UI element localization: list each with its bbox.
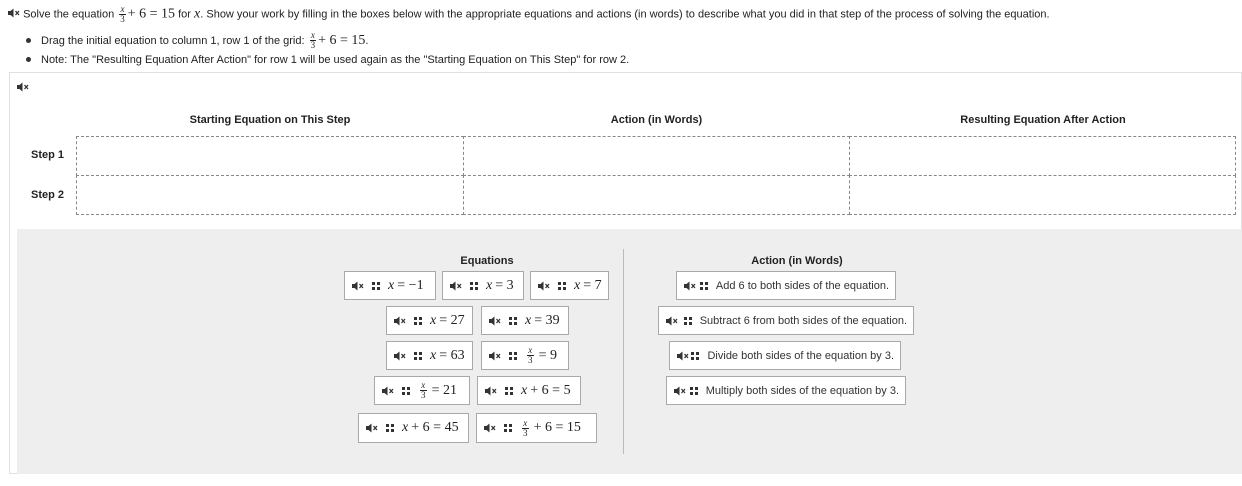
equation-variable: x — [388, 277, 395, 293]
speaker-muted-icon[interactable] — [352, 281, 364, 291]
speaker-muted-icon[interactable] — [489, 316, 501, 326]
equation-fraction: $\frac{x}{3}$ — [528, 345, 533, 365]
equation-text: + 6 = 45 — [411, 420, 459, 435]
drop-cell-step2-action[interactable] — [463, 175, 850, 215]
drag-handle-icon[interactable] — [414, 317, 422, 325]
equation-variable: x — [574, 277, 581, 293]
speaker-muted-icon[interactable] — [394, 316, 406, 326]
instruction-fraction: $\frac{x}{3}$ — [310, 30, 316, 50]
speaker-muted-icon[interactable] — [17, 82, 29, 92]
drag-handle-icon[interactable] — [509, 352, 517, 360]
equation-tile[interactable] — [477, 376, 581, 405]
interaction-panel — [9, 72, 1242, 474]
prompt-tail: . Show your work by filling in the boxes below with the appropriate equations and actions (in words) to describe what you did in that step of the process of solving the equation. — [200, 8, 1050, 21]
equation-tile[interactable] — [386, 306, 473, 335]
action-tile[interactable] — [676, 271, 896, 300]
speaker-muted-icon[interactable] — [684, 281, 692, 291]
drag-handle-icon[interactable] — [414, 352, 422, 360]
speaker-muted-icon[interactable] — [8, 8, 20, 18]
equation-text: = 9 — [538, 347, 557, 363]
drag-handle-icon[interactable] — [690, 387, 698, 395]
speaker-muted-icon[interactable] — [484, 423, 496, 433]
equation-tile[interactable] — [358, 413, 469, 443]
equation-fraction: $\frac{x}{3}$ — [421, 380, 426, 400]
equation-variable: x — [525, 312, 532, 328]
equation-text: = 63 — [439, 347, 465, 363]
instructions-list — [26, 31, 629, 69]
equation-tile[interactable] — [530, 271, 609, 300]
drop-cell-step1-result[interactable] — [849, 136, 1236, 176]
drop-cell-step2-result[interactable] — [849, 175, 1236, 215]
equation-text: = 27 — [439, 312, 465, 328]
equation-text: + 6 = 5 — [530, 382, 571, 398]
column-header-starting-equation: Starting Equation on This Step — [189, 114, 351, 126]
question-prompt — [8, 5, 1238, 24]
action-text: Subtract 6 from both sides of the equation. — [699, 314, 907, 327]
drag-handle-icon[interactable] — [372, 282, 380, 290]
prompt-variable: x — [194, 6, 201, 22]
speaker-muted-icon[interactable] — [382, 386, 394, 396]
drag-handle-icon[interactable] — [505, 387, 513, 395]
speaker-muted-icon[interactable] — [674, 386, 682, 396]
action-text: Add 6 to both sides of the equation. — [715, 279, 889, 292]
action-text: Multiply both sides of the equation by 3. — [705, 384, 899, 397]
equation-variable: x — [402, 420, 409, 435]
equation-text: + 6 = 15 — [533, 420, 581, 435]
actions-heading: Action (in Words) — [751, 255, 843, 267]
drop-cell-step2-start[interactable] — [76, 175, 464, 215]
speaker-muted-icon[interactable] — [366, 423, 378, 433]
equation-variable: x — [486, 277, 493, 293]
speaker-muted-icon[interactable] — [485, 386, 497, 396]
equation-tile[interactable] — [386, 341, 473, 370]
equation-tile[interactable] — [344, 271, 436, 300]
drag-handle-icon[interactable] — [684, 317, 692, 325]
drop-cell-step1-action[interactable] — [463, 136, 850, 176]
equation-variable: x — [430, 312, 437, 328]
equation-text: = −1 — [397, 277, 424, 293]
equation-tile[interactable] — [481, 341, 569, 370]
speaker-muted-icon[interactable] — [394, 351, 406, 361]
instruction-item: Drag the initial equation to column 1, row 1 of the grid: $\frac{x}{3}$ + 6 = 15 . — [26, 31, 629, 50]
drag-handle-icon[interactable] — [700, 282, 708, 290]
action-tile[interactable] — [658, 306, 914, 335]
drop-cell-step1-start[interactable] — [76, 136, 464, 176]
drag-handle-icon[interactable] — [504, 424, 512, 432]
equation-text: = 3 — [495, 277, 514, 293]
equation-fraction: $\frac{x}{3}$ — [523, 417, 528, 438]
column-header-resulting-equation: Resulting Equation After Action — [960, 114, 1126, 126]
prompt-mid: for — [178, 8, 191, 21]
speaker-muted-icon[interactable] — [677, 351, 683, 361]
drag-handle-icon[interactable] — [691, 352, 699, 360]
equation-text: = 7 — [583, 277, 602, 293]
equation-tile[interactable] — [481, 306, 569, 335]
answer-bank — [17, 229, 1242, 474]
speaker-muted-icon[interactable] — [450, 281, 462, 291]
prompt-fraction: $\frac{x}{3}$ — [120, 4, 125, 24]
equations-heading: Equations — [460, 255, 514, 267]
equation-tile[interactable] — [374, 376, 470, 405]
prompt-equation-rest: + 6 = 15 — [127, 6, 176, 22]
speaker-muted-icon[interactable] — [666, 316, 676, 326]
drag-handle-icon[interactable] — [509, 317, 517, 325]
prompt-lead: Solve the equation — [23, 8, 115, 21]
action-text: Divide both sides of the equation by 3. — [707, 349, 894, 362]
row-header-step-1: Step 1 — [31, 149, 65, 161]
action-tile[interactable] — [669, 341, 901, 370]
drag-handle-icon[interactable] — [386, 424, 394, 432]
column-header-action: Action (in Words) — [610, 114, 703, 126]
equation-tile[interactable] — [442, 271, 524, 300]
equation-variable: x — [430, 347, 437, 363]
equation-text: = 39 — [534, 312, 560, 328]
action-tile[interactable] — [666, 376, 906, 405]
instruction-item: Note: The "Resulting Equation After Action" for row 1 will be used again as the "Starting Equation on This Step" for row 2. — [26, 50, 629, 69]
equation-tile[interactable] — [476, 413, 597, 443]
row-header-step-2: Step 2 — [31, 189, 65, 201]
drag-handle-icon[interactable] — [470, 282, 478, 290]
speaker-muted-icon[interactable] — [489, 351, 501, 361]
drag-handle-icon[interactable] — [558, 282, 566, 290]
equation-text: = 21 — [431, 382, 457, 398]
drag-handle-icon[interactable] — [402, 387, 410, 395]
speaker-muted-icon[interactable] — [538, 281, 550, 291]
bank-divider — [623, 249, 624, 454]
equation-variable: x — [521, 382, 528, 398]
